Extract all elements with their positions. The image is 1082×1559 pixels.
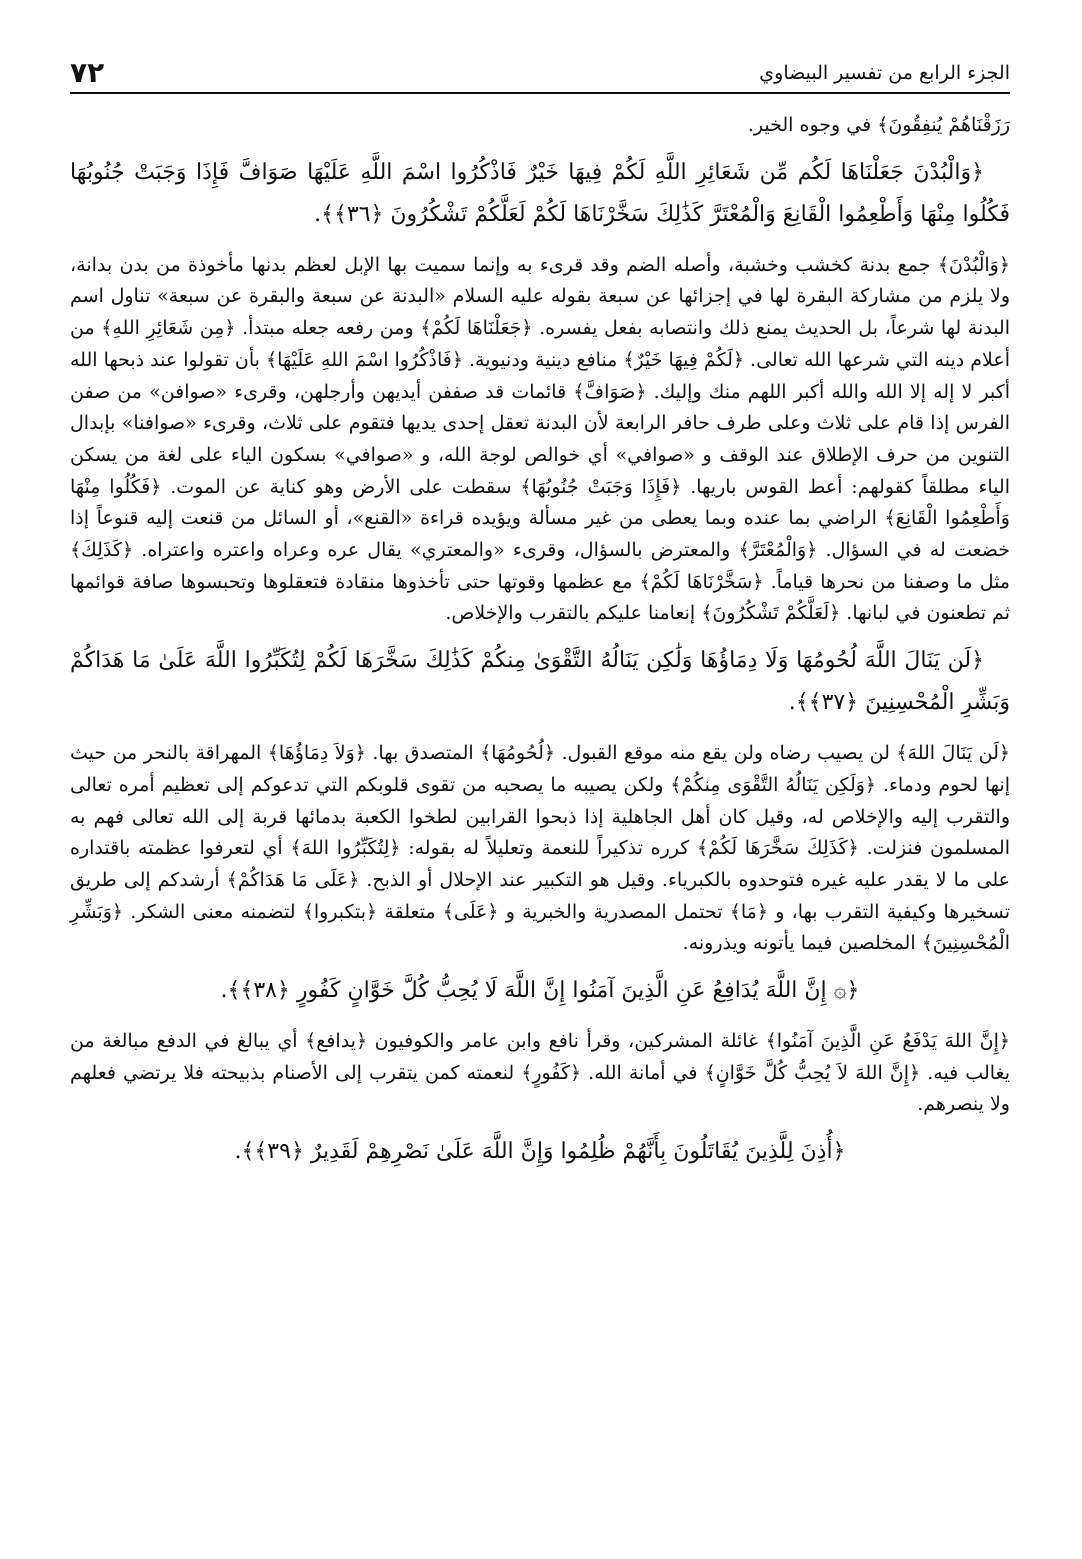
- quran-verse-36: ﴿وَالْبُدْنَ جَعَلْنَاهَا لَكُم مِّن شَعَائِرِ اللَّهِ لَكُمْ فِيهَا خَيْرٌ فَاذْكُرُوا اسْمَ اللَّهِ عَلَيْهَا صَوَافَّ فَإِذَا وَجَبَتْ جُنُوبُهَا فَكُلُوا مِنْهَا وَأَطْعِمُوا الْقَانِعَ وَالْمُعْتَرَّ كَذَٰلِكَ سَخَّرْنَاهَا لَكُمْ لَعَلَّكُمْ تَشْكُرُونَ ﴿٣٦﴾﴾.: [70, 159, 1010, 227]
- commentary-verse-37: ﴿لَن يَنَالَ اللهَ﴾ لن يصيب رضاه ولن يقع منه موقع القبول. ﴿لُحُومُهَا﴾ المتصدق بها. ﴿وَلاَ دِمَاؤُهَا﴾ المهراقة بالنحر من حيث إنها لحوم ودماء. ﴿وَلَكِن يَنَالُهُ التَّقْوَى مِنكُمْ﴾ ولكن يصيبه ما يصحبه من تقوى قلوبكم التي تدعوكم إلى تعظيم أمره تعالى والتقرب إليه والإخلاص له، وقيل كان أهل الجاهلية إذا ذبحوا القرابين لطخوا الكعبة بدمائها قربة إلى الله تعالى فهم به المسلمون فنزلت. ﴿كَذَلِكَ سَخَّرَهَا لَكُمْ﴾ كرره تذكيراً للنعمة وتعليلاً له بقوله: ﴿لِتُكَبِّرُوا اللهَ﴾ أي لتعرفوا عظمته باقتداره على ما لا يقدر عليه غيره فتوحدوه بالكبرياء. وقيل هو التكبير عند الإحلال أو الذبح. ﴿عَلَى مَا هَدَاكُمْ﴾ أرشدكم إلى طريق تسخيرها وكيفية التقرب بها، و ﴿مَا﴾ تحتمل المصدرية والخبرية و ﴿عَلَى﴾ متعلقة ﴿بتكبروا﴾ لتضمنه معنى الشكر. ﴿وَبَشِّرِ الْمُحْسِنِينَ﴾ المخلصين فيما يأتونه ويذرونه.: [70, 742, 1010, 955]
- page-number: ٧٢: [70, 56, 105, 89]
- commentary-continuation: رَزَقْنَاهُمْ يُنفِقُونَ﴾ في وجوه الخير.: [747, 114, 1010, 136]
- quran-verse-39: ﴿أُذِنَ لِلَّذِينَ يُقَاتَلُونَ بِأَنَّهُمْ ظُلِمُوا وَإِنَّ اللَّهَ عَلَىٰ نَصْرِهِمْ لَقَدِيرٌ ﴿٣٩﴾﴾.: [234, 1139, 846, 1165]
- quran-verse-38: ﴿۞ إِنَّ اللَّهَ يُدَافِعُ عَنِ الَّذِينَ آمَنُوا إِنَّ اللَّهَ لَا يُحِبُّ كُلَّ خَوَّانٍ كَفُورٍ ﴿٣٨﴾﴾.: [220, 978, 860, 1004]
- commentary-verse-38: ﴿إِنَّ اللهَ يَدْفَعُ عَنِ الَّذِينَ آمَنُوا﴾ غائلة المشركين، وقرأ نافع وابن عامر والكوفيون ﴿يدافع﴾ أي يبالغ في الدفع مبالغة من يغالب فيه. ﴿إِنَّ اللهَ لاَ يُحِبُّ كُلَّ خَوَّانٍ﴾ في أمانة الله. ﴿كَفُورٍ﴾ لنعمته كمن يتقرب إلى الأصنام بذبيحته فلا يرتضي فعلهم ولا ينصرهم.: [70, 1030, 1010, 1116]
- commentary-verse-36: ﴿وَالْبُدْنَ﴾ جمع بدنة كخشب وخشبة، وأصله الضم وقد قرىء به وإنما سميت بها الإبل لعظم بدنها مأخوذة من بدن بدانة، ولا يلزم من مشاركة البقرة لها في إجزائها عن سبعة بقوله عليه السلام «البدنة عن سبعة والبقرة عن سبعة» تناول اسم البدنة لها شرعاً، بل الحديث يمنع ذلك وانتصابه بفعل يفسره. ﴿جَعَلْنَاهَا لَكُمْ﴾ ومن رفعه جعله مبتدأ. ﴿مِن شَعَائِرِ اللهِ﴾ من أعلام دينه التي شرعها الله تعالى. ﴿لَكُمْ فِيهَا خَيْرٌ﴾ منافع دينية ودنيوية. ﴿فَاذْكُرُوا اسْمَ اللهِ عَلَيْهَا﴾ بأن تقولوا عند ذبحها الله أكبر لا إله إلا الله والله أكبر اللهم منك وإليك. ﴿صَوَافَّ﴾ قائمات قد صففن أيديهن وأرجلهن، وقرىء «صوافن» من صفن الفرس إذا قام على ثلاث وعلى طرف حافر الرابعة لأن البدنة تعقل إحدى يديها فتقوم على ثلاث، وقرىء «صوافنا» بإبدال التنوين من حرف الإطلاق عند الوقف و «صوافي» أي خوالص لوجة الله، و «صوافي» بسكون الياء على لغة من يسكن الياء مطلقاً كقولهم: أعط القوس باريها. ﴿فَإِذَا وَجَبَتْ جُنُوبُهَا﴾ سقطت على الأرض وهو كناية عن الموت. ﴿فَكُلُوا مِنْهَا وَأَطْعِمُوا الْقَانِعَ﴾ الراضي بما عنده وبما يعطى من غير مسألة ويؤيده قراءة «القنع»، أو السائل من قنعت إليه قنوعاً إذا خضعت له في السؤال. ﴿وَالْمُعْتَرَّ﴾ والمعترض بالسؤال، وقرىء «والمعتري» يقال عره وعراه واعتره واعتراه. ﴿كَذَلِكَ﴾ مثل ما وصفنا من نحرها قياماً. ﴿سَخَّرْنَاهَا لَكُمْ﴾ مع عظمها وقوتها حتى تأخذوها منقادة فتعقلوها وتحبسوها صافة قوائمها ثم تطعنون في لبانها. ﴿لَعَلَّكُمْ تَشْكُرُونَ﴾ إنعامنا عليكم بالتقرب والإخلاص.: [69, 253, 1011, 625]
- page-content: [70, 110, 1010, 1539]
- quran-verse-37: ﴿لَن يَنَالَ اللَّهَ لُحُومُهَا وَلَا دِمَاؤُهَا وَلَٰكِن يَنَالُهُ التَّقْوَىٰ مِنكُمْ كَذَٰلِكَ سَخَّرَهَا لَكُمْ لِتُكَبِّرُوا اللَّهَ عَلَىٰ مَا هَدَاكُمْ وَبَشِّرِ الْمُحْسِنِينَ ﴿٣٧﴾﴾.: [70, 648, 1010, 716]
- page-header: [70, 52, 1010, 94]
- running-title: الجزء الرابع من تفسير البيضاوي: [759, 62, 1010, 84]
